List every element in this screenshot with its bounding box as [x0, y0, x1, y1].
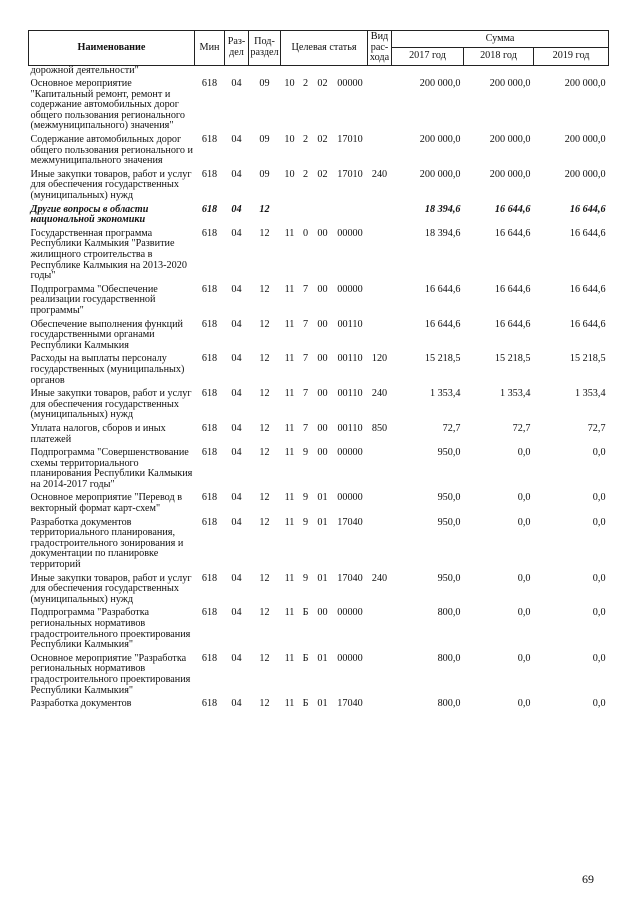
row-cs-program [281, 65, 299, 76]
row-vid [368, 651, 392, 696]
row-sum-2019: 72,7 [587, 422, 606, 434]
row-cs-direction: 00000 [337, 447, 363, 459]
row-sum-2018: 72,7 [512, 422, 531, 434]
row-sum-2017: 800,0 [437, 652, 461, 664]
row-cs-direction: 17040 [337, 516, 363, 528]
table-row [29, 490, 609, 514]
row-razdel: 04 [231, 388, 242, 400]
row-razdel: 04 [231, 134, 242, 146]
table-row [29, 571, 609, 606]
row-cs-subprogram: 9 [302, 516, 309, 528]
row-razdel: 04 [231, 227, 242, 239]
row-cs-activity: 00 [317, 447, 328, 459]
row-vid [368, 132, 392, 167]
row-min: 618 [201, 353, 218, 365]
row-cs-activity: 00 [317, 607, 328, 619]
row-podrazdel: 12 [259, 283, 270, 295]
row-cs-subprogram: 2 [302, 168, 309, 180]
row-cs-program: 11 [284, 283, 295, 295]
row-vid [368, 445, 392, 490]
row-name: Иные закупки товаров, работ и услуг для обеспечения государственных (муниципальных) нужд [30, 572, 192, 605]
row-sum-2017: 950,0 [437, 572, 461, 584]
row-cs-subprogram: 7 [302, 422, 309, 434]
row-min: 618 [201, 203, 218, 215]
table-row [29, 651, 609, 696]
row-min: 618 [201, 78, 218, 90]
row-sum-2018: 16 644,6 [494, 203, 531, 215]
row-sum-2018: 16 644,6 [494, 227, 531, 239]
row-vid [368, 65, 392, 76]
header-vid: Вид рас- хода [368, 31, 392, 66]
table-row [29, 351, 609, 386]
row-razdel: 04 [231, 607, 242, 619]
row-name: Иные закупки товаров, работ и услуг для обеспечения государственных (муниципальных) нужд [30, 168, 192, 202]
row-name: Подпрограмма "Совершенствование схемы территориального планирования Республики Калмыкия на 2014-2017 годы" [30, 447, 193, 490]
row-cs-direction: 17040 [337, 698, 363, 710]
row-cs-activity: 01 [317, 698, 328, 710]
row-podrazdel: 09 [259, 134, 270, 146]
row-sum-2018: 0,0 [517, 447, 531, 459]
row-min: 618 [201, 572, 218, 584]
table-row [29, 65, 609, 76]
row-sum-2019: 0,0 [592, 652, 606, 664]
row-sum-2019: 16 644,6 [569, 318, 606, 330]
row-sum-2018: 16 644,6 [494, 283, 531, 295]
row-cs-direction: 00000 [337, 607, 363, 619]
row-cs-subprogram: 9 [302, 572, 309, 584]
row-sum-2017: 200 000,0 [419, 168, 461, 180]
row-sum-2019: 16 644,6 [569, 227, 606, 239]
row-min [195, 65, 225, 76]
table-header [29, 31, 609, 66]
row-min: 618 [201, 227, 218, 239]
table-row [29, 696, 609, 710]
row-min: 618 [201, 447, 218, 459]
row-cs-subprogram: Б [302, 607, 309, 619]
row-vid [368, 696, 392, 710]
row-cs-activity: 00 [317, 422, 328, 434]
row-cs-program: 11 [284, 353, 295, 365]
row-sum-2017: 18 394,6 [424, 227, 461, 239]
row-podrazdel [249, 65, 281, 76]
row-vid: 850 [371, 422, 388, 434]
row-sum-2018: 0,0 [517, 652, 531, 664]
row-sum-2017: 15 218,5 [424, 353, 461, 365]
row-sum-2019: 0,0 [592, 447, 606, 459]
row-razdel: 04 [231, 572, 242, 584]
row-cs-direction: 00000 [337, 652, 363, 664]
row-podrazdel: 12 [259, 353, 270, 365]
row-vid [368, 76, 392, 132]
row-cs-subprogram: 7 [302, 318, 309, 330]
row-vid: 240 [371, 388, 388, 400]
row-cs-subprogram: 9 [302, 492, 309, 504]
table-body [29, 65, 609, 710]
row-sum-2017: 200 000,0 [419, 134, 461, 146]
row-cs-subprogram: 7 [302, 353, 309, 365]
table-row [29, 167, 609, 202]
row-sum-2019: 0,0 [592, 492, 606, 504]
row-razdel: 04 [231, 168, 242, 180]
row-razdel: 04 [231, 353, 242, 365]
row-cs-program: 11 [284, 516, 295, 528]
row-vid: 120 [371, 353, 388, 365]
row-name: Подпрограмма "Разработка региональных нормативов градостроительного проектирования Республики Калмыкия" [30, 607, 191, 651]
row-cs-subprogram [299, 65, 313, 76]
row-sum-2017: 200 000,0 [419, 78, 461, 90]
row-cs-program: 11 [284, 388, 295, 400]
row-cs-program: 10 [284, 134, 295, 146]
row-sum-2018: 15 218,5 [494, 353, 531, 365]
row-name: Иные закупки товаров, работ и услуг для обеспечения государственных (муниципальных) нужд [30, 388, 192, 421]
row-razdel: 04 [231, 422, 242, 434]
header-podrazdel: Под- раздел [249, 31, 281, 66]
row-sum-2017: 950,0 [437, 447, 461, 459]
row-cs-direction: 00110 [337, 353, 363, 365]
row-min: 618 [201, 168, 218, 180]
table-row [29, 76, 609, 132]
row-name: Разработка документов [30, 698, 132, 710]
row-cs-subprogram: Б [302, 652, 309, 664]
row-cs-direction: 17040 [337, 572, 363, 584]
row-cs-activity: 00 [317, 227, 328, 239]
row-podrazdel: 12 [259, 203, 270, 215]
row-vid [368, 317, 392, 352]
header-year-2018: 2018 год [464, 48, 534, 65]
row-podrazdel: 12 [259, 388, 270, 400]
row-razdel: 04 [231, 447, 242, 459]
row-podrazdel: 12 [259, 516, 270, 528]
row-sum-2019: 200 000,0 [564, 78, 606, 90]
row-cs-program: 10 [284, 78, 295, 90]
row-cs-direction: 00110 [337, 318, 363, 330]
row-cs-program: 11 [284, 492, 295, 504]
row-cs-activity: 01 [317, 572, 328, 584]
row-cs-activity: 01 [317, 492, 328, 504]
row-sum-2017: 72,7 [442, 422, 461, 434]
row-podrazdel: 09 [259, 168, 270, 180]
table-row [29, 202, 609, 226]
row-cs-subprogram: 0 [302, 227, 309, 239]
row-razdel: 04 [231, 203, 242, 215]
page-number: 69 [582, 872, 594, 886]
row-min: 618 [201, 134, 218, 146]
row-podrazdel: 12 [259, 227, 270, 239]
row-cs-program [281, 202, 299, 226]
row-name: Государственная программа Республики Калмыкия "Развитие жилищного строительства в Республике Калмыкия на 2013-2020 годы" [30, 227, 187, 282]
row-vid [368, 605, 392, 650]
table-row [29, 226, 609, 282]
row-podrazdel: 12 [259, 492, 270, 504]
row-sum-2017: 950,0 [437, 492, 461, 504]
row-cs-program: 11 [284, 318, 295, 330]
row-podrazdel: 12 [259, 318, 270, 330]
row-cs-program: 11 [284, 607, 295, 619]
row-cs-program: 11 [284, 422, 295, 434]
table-row [29, 282, 609, 317]
row-sum-2018: 200 000,0 [489, 168, 531, 180]
row-sum-2019 [534, 65, 609, 76]
row-min: 618 [201, 422, 218, 434]
row-cs-subprogram: Б [302, 698, 309, 710]
row-sum-2018: 0,0 [517, 516, 531, 528]
row-sum-2019: 0,0 [592, 698, 606, 710]
row-cs-activity [313, 65, 333, 76]
row-name: Расходы на выплаты персоналу государственных (муниципальных) органов [30, 353, 185, 386]
row-name: Другие вопросы в области национальной экономики [30, 203, 149, 226]
row-podrazdel: 12 [259, 607, 270, 619]
row-cs-direction [333, 202, 368, 226]
row-sum-2018: 0,0 [517, 698, 531, 710]
row-razdel: 04 [231, 78, 242, 90]
row-name: Подпрограмма "Обеспечение реализации государственной программы" [30, 283, 158, 316]
row-cs-activity: 02 [317, 134, 328, 146]
row-sum-2019: 0,0 [592, 572, 606, 584]
table-row [29, 317, 609, 352]
row-min: 618 [201, 698, 218, 710]
row-sum-2019: 16 644,6 [569, 283, 606, 295]
table-row [29, 605, 609, 650]
row-cs-program: 11 [284, 572, 295, 584]
budget-table [28, 30, 609, 710]
row-min: 618 [201, 388, 218, 400]
row-cs-activity: 01 [317, 516, 328, 528]
table-row [29, 445, 609, 490]
table-row [29, 421, 609, 445]
row-sum-2017: 800,0 [437, 607, 461, 619]
row-cs-program: 11 [284, 698, 295, 710]
row-sum-2018: 200 000,0 [489, 134, 531, 146]
row-sum-2019: 200 000,0 [564, 134, 606, 146]
row-vid [368, 515, 392, 571]
row-cs-direction: 00110 [337, 422, 363, 434]
header-min: Мин [195, 31, 225, 66]
row-name: Основное мероприятие "Капитальный ремонт, ремонт и содержание автомобильных дорог общего пользования регионального (межмуниципального) значения" [30, 78, 185, 132]
row-cs-program: 11 [284, 652, 295, 664]
row-sum-2017 [392, 65, 464, 76]
row-razdel: 04 [231, 516, 242, 528]
row-sum-2017: 1 353,4 [429, 388, 461, 400]
row-cs-direction: 17010 [337, 134, 363, 146]
row-name: Разработка документов территориального планирования, градостроительного зонирования и документации по планировке территорий [30, 516, 184, 571]
row-vid [368, 282, 392, 317]
row-sum-2018: 1 353,4 [499, 388, 531, 400]
row-cs-activity: 00 [317, 388, 328, 400]
row-cs-activity: 00 [317, 353, 328, 365]
row-cs-program: 10 [284, 168, 295, 180]
row-name: Основное мероприятие "Разработка региональных нормативов градостроительного проектирования Республики Калмыкия" [30, 652, 191, 696]
row-sum-2019: 0,0 [592, 607, 606, 619]
row-vid [368, 202, 392, 226]
row-cs-activity: 02 [317, 168, 328, 180]
row-cs-direction: 00110 [337, 388, 363, 400]
header-sum: Сумма [392, 31, 609, 48]
row-min: 618 [201, 652, 218, 664]
row-vid: 240 [371, 572, 388, 584]
row-name: Основное мероприятие "Перевод в векторный формат карт-схем" [30, 492, 183, 515]
row-min: 618 [201, 283, 218, 295]
row-sum-2017: 800,0 [437, 698, 461, 710]
row-name: Содержание автомобильных дорог общего пользования регионального и межмуниципального значения [30, 134, 193, 167]
row-podrazdel: 09 [259, 78, 270, 90]
row-cs-activity: 02 [317, 78, 328, 90]
table-row [29, 132, 609, 167]
row-sum-2017: 950,0 [437, 516, 461, 528]
row-razdel: 04 [231, 492, 242, 504]
row-podrazdel: 12 [259, 652, 270, 664]
row-razdel: 04 [231, 698, 242, 710]
row-cs-subprogram: 9 [302, 447, 309, 459]
row-podrazdel: 12 [259, 698, 270, 710]
row-sum-2019: 0,0 [592, 516, 606, 528]
header-year-2019: 2019 год [534, 48, 609, 65]
row-cs-direction: 00000 [337, 492, 363, 504]
row-podrazdel: 12 [259, 422, 270, 434]
row-name: дорожной деятельности" [30, 64, 139, 76]
row-min: 618 [201, 607, 218, 619]
header-target: Целевая статья [281, 31, 368, 66]
header-year-2017: 2017 год [392, 48, 464, 65]
row-cs-subprogram: 2 [302, 78, 309, 90]
row-sum-2018: 16 644,6 [494, 318, 531, 330]
row-cs-direction: 17010 [337, 168, 363, 180]
row-cs-activity: 00 [317, 318, 328, 330]
row-sum-2017: 18 394,6 [424, 203, 461, 215]
row-sum-2019: 200 000,0 [564, 168, 606, 180]
row-cs-program: 11 [284, 447, 295, 459]
row-vid [368, 226, 392, 282]
row-vid [368, 490, 392, 514]
row-vid: 240 [371, 168, 388, 180]
row-podrazdel: 12 [259, 572, 270, 584]
row-sum-2017: 16 644,6 [424, 318, 461, 330]
row-cs-activity: 00 [317, 283, 328, 295]
row-sum-2019: 16 644,6 [569, 203, 606, 215]
row-name: Уплата налогов, сборов и иных платежей [30, 422, 166, 445]
row-cs-activity [313, 202, 333, 226]
row-min: 618 [201, 318, 218, 330]
row-sum-2018: 0,0 [517, 492, 531, 504]
row-sum-2019: 1 353,4 [574, 388, 606, 400]
row-sum-2018: 0,0 [517, 572, 531, 584]
row-cs-direction: 00000 [337, 227, 363, 239]
header-razdel: Раз- дел [225, 31, 249, 66]
row-razdel: 04 [231, 283, 242, 295]
row-cs-program: 11 [284, 227, 295, 239]
row-sum-2019: 15 218,5 [569, 353, 606, 365]
table-row [29, 515, 609, 571]
row-sum-2017: 16 644,6 [424, 283, 461, 295]
row-cs-subprogram: 7 [302, 283, 309, 295]
row-sum-2018: 0,0 [517, 607, 531, 619]
row-min: 618 [201, 516, 218, 528]
row-cs-subprogram [299, 202, 313, 226]
row-min: 618 [201, 492, 218, 504]
row-razdel: 04 [231, 318, 242, 330]
row-razdel [225, 65, 249, 76]
row-cs-subprogram: 7 [302, 388, 309, 400]
row-cs-direction: 00000 [337, 78, 363, 90]
row-sum-2018 [464, 65, 534, 76]
row-cs-activity: 01 [317, 652, 328, 664]
row-cs-direction [333, 65, 368, 76]
row-cs-direction: 00000 [337, 283, 363, 295]
row-cs-subprogram: 2 [302, 134, 309, 146]
row-podrazdel: 12 [259, 447, 270, 459]
row-razdel: 04 [231, 652, 242, 664]
table-row [29, 386, 609, 421]
header-name: Наименование [29, 31, 195, 66]
row-sum-2018: 200 000,0 [489, 78, 531, 90]
row-name: Обеспечение выполнения функций государственными органами Республики Калмыкия [30, 318, 183, 351]
